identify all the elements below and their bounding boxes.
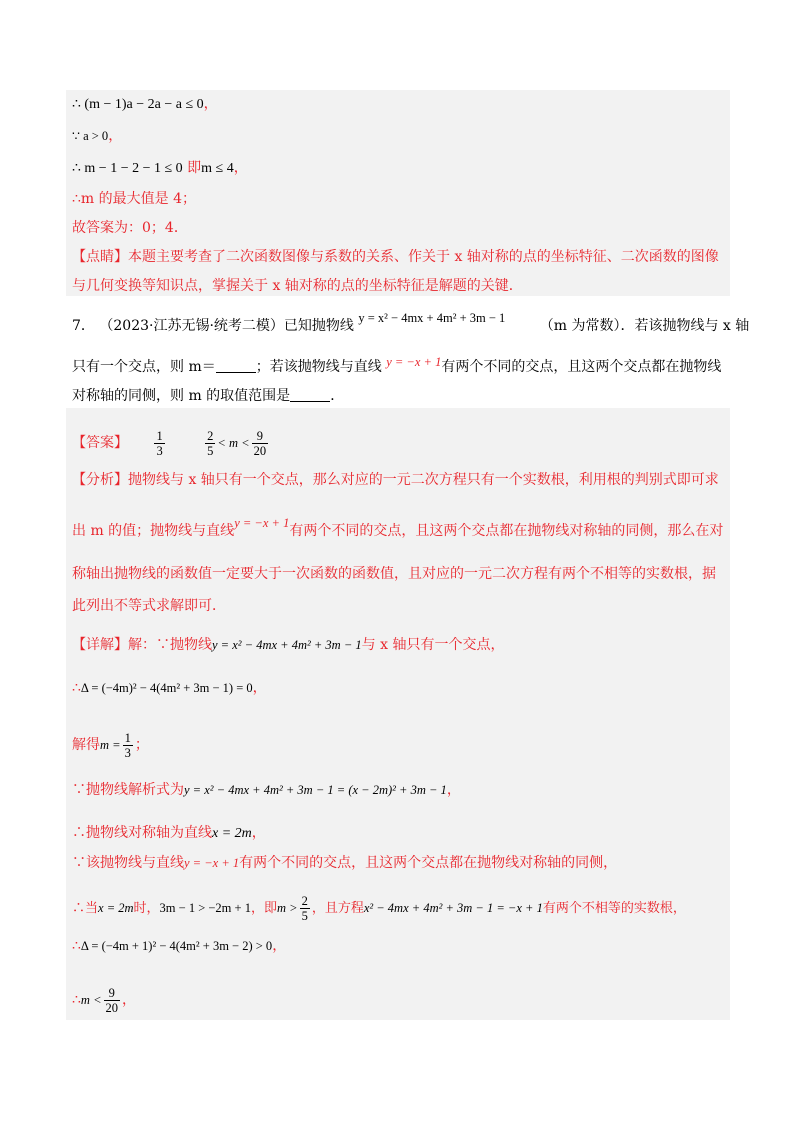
prev-line-3-math: ∴ m − 1 − 2 − 1 ≤ 0	[72, 161, 183, 176]
question-line2-c: 有两个不同的交点，且这两个交点都在抛物线	[441, 359, 722, 375]
analysis-line-eq: y = −x + 1	[234, 516, 290, 530]
analysis-label: 【分析】	[72, 472, 128, 488]
detail-text-6a: ∵该抛物线与直线	[72, 855, 184, 871]
detail-inequality: 3m − 1 > −2m + 1	[159, 901, 251, 915]
dianjing-line-2: 与几何变换等知识点，掌握关于 x 轴对称的点的坐标特征是解题的关键．	[72, 278, 523, 294]
therefore-icon: ∴	[72, 938, 81, 954]
question-parabola: y = x² − 4mx + 4m² + 3m − 1	[358, 311, 506, 325]
detail-line-2: ∴Δ = (−4m)² − 4(4m² + 3m − 1) = 0，	[72, 680, 267, 696]
solution-block	[66, 408, 730, 1020]
detail-line-5: ∴抛物线对称轴为直线x = 2m，	[72, 825, 266, 841]
detail-two-fifths-fraction: $\frac{2}{5}$	[301, 894, 308, 923]
question-line-3	[72, 386, 344, 406]
detail-discriminant-1: Δ = (−4m)² − 4(4m² + 3m − 1) = 0	[80, 681, 253, 695]
prev-line-1-math: ∴ (m − 1)a − 2a − a ≤ 0	[72, 97, 204, 112]
question-const-note: （m 为常数）．若该抛物线与 x 轴	[539, 318, 750, 334]
prev-line-2-math: ∵ a > 0	[72, 129, 109, 143]
prev-line-3-ji: 即	[187, 160, 202, 176]
analysis-text-1: 抛物线与 x 轴只有一个交点，那么对应的一元二次方程只有一个实数根，利用根的判别式即可求	[128, 472, 719, 488]
analysis-line-1	[72, 470, 719, 490]
dianjing-line-1	[72, 247, 719, 267]
analysis-text-2b: 有两个不同的交点，且这两个交点都在抛物线对称轴的同侧，那么在对	[289, 523, 724, 539]
therefore-icon: ∴	[72, 992, 81, 1008]
detail-m-fraction: $\frac{1}{3}$	[124, 730, 131, 760]
question-number: 7．	[72, 318, 95, 334]
detail-line-7: ∴当x = 2m时，3m − 1 > −2m + 1，即m > $\frac{2}{5}$ ，且方程x² − 4mx + 4m² + 3m − 1 = −x + 1有两个不相等的实数根，	[72, 894, 686, 923]
detail-text-5a: ∴抛物线对称轴为直线	[72, 825, 212, 841]
detail-line-3: 解得m = $\frac{1}{3}$ ；	[72, 730, 149, 760]
dianjing-text-1: 本题主要考查了二次函数图像与系数的关系、作关于 x 轴对称的点的坐标特征、二次函数的图像	[128, 249, 719, 265]
prev-line-5: 故答案为：0；4．	[72, 220, 188, 236]
prev-line-3-tail: ，	[233, 160, 248, 176]
question-line2-b: ；若该抛物线与直线	[255, 359, 382, 375]
prev-line-4: ∴m 的最大值是 4；	[72, 191, 196, 207]
answer-blank-1[interactable]	[216, 358, 256, 373]
answer-label: 【答案】	[72, 435, 128, 451]
detail-vertex-form: y = x² − 4mx + 4m² + 3m − 1 = (x − 2m)² + 3m − 1	[184, 783, 447, 797]
analysis-line-4: 此列出不等式求解即可．	[72, 598, 226, 614]
answer-1-fraction: $\frac{1}{3}$	[156, 428, 163, 458]
therefore-icon: ∴	[72, 680, 81, 696]
detail-line-4: ∵抛物线解析式为y = x² − 4mx + 4m² + 3m − 1 = (x − 2m)² + 3m − 1，	[72, 782, 461, 798]
detail-line-6	[72, 853, 617, 873]
detail-parabola: y = x² − 4mx + 4m² + 3m − 1	[212, 638, 362, 652]
answer-line	[72, 425, 270, 461]
question-line-1	[72, 311, 750, 336]
prev-line-3-math2: m ≤ 4	[201, 161, 234, 176]
analysis-text-2a: 出 m 的值；抛物线与直线	[72, 523, 235, 539]
prev-line-2	[72, 126, 122, 146]
prev-line-1-tail: ，	[203, 96, 218, 112]
detail-line-1	[72, 635, 504, 655]
prev-line-3	[72, 158, 248, 179]
detail-text-7a: ∴当	[72, 901, 99, 916]
detail-nine-twentieths-fraction: $\frac{9}{20}$	[105, 985, 119, 1015]
dianjing-label: 【点睛】	[72, 249, 128, 265]
detail-discriminant-2: Δ = (−4m + 1)² − 4(4m² + 3m − 2) > 0	[80, 939, 273, 953]
detail-text-6b: 有两个不同的交点，且这两个交点都在抛物线对称轴的同侧，	[239, 855, 618, 871]
detail-line-9: ∴m < $\frac{9}{20}$ ，	[72, 985, 137, 1015]
question-line3-b: ．	[330, 388, 345, 404]
detail-text-1b: 与 x 轴只有一个交点，	[361, 637, 505, 653]
prev-line-1	[72, 94, 218, 115]
analysis-line-3: 称轴出抛物线的函数值一定要大于一次函数的函数值，且对应的一元二次方程有两个不相等的实数根，据	[72, 566, 716, 582]
analysis-line-2	[72, 516, 724, 541]
question-source: （2023·江苏无锡·统考二模）已知抛物线	[99, 318, 354, 334]
detail-label: 【详解】	[72, 637, 128, 653]
detail-text-1a: 解：∵抛物线	[128, 637, 212, 653]
answer-2-right-fraction: $\frac{9}{20}$	[253, 428, 267, 458]
question-line3-a: 对称轴的同侧，则 m 的取值范围是	[72, 388, 291, 404]
detail-equation: x² − 4mx + 4m² + 3m − 1 = −x + 1	[363, 901, 543, 915]
answer-2-middle: < m <	[217, 436, 250, 450]
answer-2-left-fraction: $\frac{2}{5}$	[207, 428, 214, 458]
question-line2-a: 只有一个交点，则 m＝	[72, 359, 216, 375]
detail-line-eq: y = −x + 1	[184, 856, 240, 870]
answer-blank-2[interactable]	[290, 387, 330, 402]
detail-text-3a: 解得	[72, 737, 100, 753]
detail-line-8: ∴Δ = (−4m + 1)² − 4(4m² + 3m − 2) > 0，	[72, 938, 287, 954]
detail-axis-eq: x = 2m	[212, 826, 252, 841]
question-line-2	[72, 357, 721, 377]
detail-text-4a: ∵抛物线解析式为	[72, 782, 184, 798]
question-line-eq: y = −x + 1	[386, 355, 442, 369]
prev-line-2-tail: ，	[108, 128, 123, 144]
